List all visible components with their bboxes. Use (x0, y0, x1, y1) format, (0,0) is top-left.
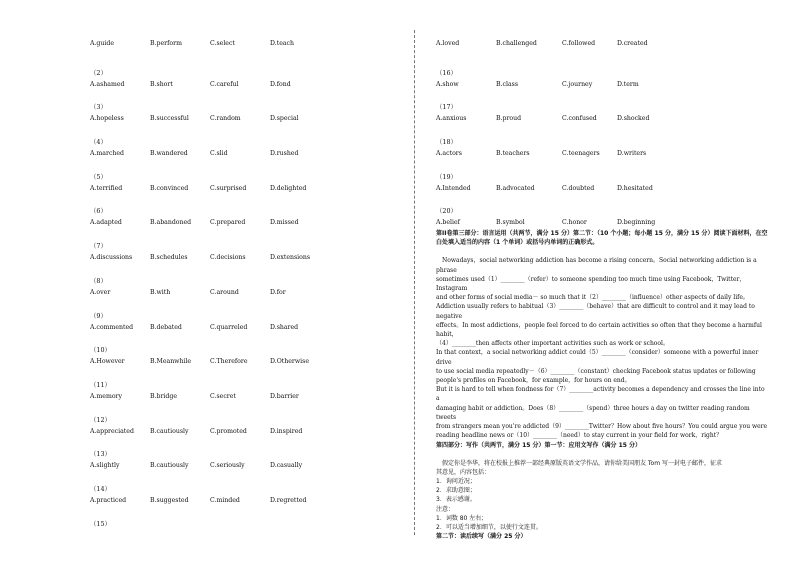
option-b: B.Meanwhile (150, 358, 192, 366)
question-block (436, 103, 770, 138)
option-b: B.symbol (496, 219, 525, 227)
writing-line: 注意： (436, 505, 455, 513)
option-b: B.schedules (150, 254, 188, 262)
option-d: D.hesitated (617, 184, 653, 192)
option-a: A.appreciated (90, 427, 134, 435)
passage-line: Addiction usually refers to habitual（3）________（behave）that are difficult to control and it may lead to negative (436, 303, 755, 320)
option-b: B.abandoned (150, 219, 192, 227)
option-c: C.honor (562, 219, 587, 227)
question-number: （10） (90, 346, 111, 355)
question-number: （11） (90, 380, 111, 389)
option-c: C.slid (210, 150, 228, 158)
writing-line: 其意见，内容包括： (436, 468, 491, 476)
option-b: B.convinced (150, 184, 189, 192)
option-b: B.bridge (150, 392, 177, 400)
writing-line: 3．表示感谢。 (436, 496, 476, 504)
question-block (90, 173, 390, 208)
question-block (90, 242, 390, 277)
question-block (436, 69, 770, 104)
passage-line: sometimes used（1）________（refer）to someone spending too much time using Facebook，Twitter，Instagram (436, 275, 746, 293)
option-c: C.random (210, 115, 241, 123)
option-b: B.cautiously (150, 462, 189, 470)
writing-line: 2．求助意图； (436, 487, 476, 495)
question-number: （14） (90, 484, 111, 493)
option-d: D.missed (270, 219, 299, 227)
question-block (90, 346, 390, 381)
writing-line: 假定你是李华，将在校报上推荐一部经典原版英语文学作品，请你给美国朋友 Tom 写一封电子邮件，征求 (442, 459, 722, 467)
section-heading: 第II卷第三部分：语言运用（共两节，满分 15 分）第二节：（10 个小题；每小题 15 分，满分 15 分）阅读下面材料，在空白处填入适当的内容（1 个单词）或括号内单词的正确形式。 (436, 230, 768, 247)
option-d: D.extensions (270, 254, 311, 262)
passage-line: （4）________then affects other important activities such as work or school。 (436, 340, 669, 348)
option-a: A.hopeless (90, 115, 124, 123)
question-number: （9） (90, 311, 107, 320)
option-c: C.teenagers (562, 150, 600, 158)
option-c: C.select (210, 40, 235, 47)
option-d: D.special (270, 115, 299, 123)
option-b: B.wandered (150, 150, 188, 158)
question-number: （4） (90, 138, 107, 147)
passage-line: and other forms of social media－ so much that it（2）________（influence）other aspects of daily life。 (436, 294, 749, 302)
option-b: B.proud (496, 115, 522, 123)
option-a: A.terrified (90, 184, 123, 192)
option-a: A.over (90, 288, 111, 296)
option-d: D.rushed (270, 150, 299, 158)
option-d: D.inspired (270, 427, 303, 435)
question-number: （2） (90, 68, 107, 77)
option-c: C.Therefore (210, 358, 248, 366)
question-block (90, 103, 390, 138)
option-a: A.slightly (90, 462, 120, 470)
writing-task (436, 459, 770, 533)
option-b: B.with (150, 288, 171, 296)
question-block (436, 138, 770, 173)
option-a: A.commented (90, 323, 134, 331)
option-d: D.created (617, 40, 648, 47)
option-a: A.belief (436, 219, 460, 227)
question-number: （6） (90, 207, 107, 216)
cloze-passage (436, 256, 770, 440)
question-block (90, 207, 390, 242)
option-c: C.confused (562, 115, 597, 123)
question-number: （18） (436, 138, 457, 147)
passage-line: reading headline news or（10）________（need）to stay current in your field for work，right？ (436, 432, 723, 440)
passage-line: effects。In most addictions，people feel forced to do certain activities so often that they become a harmful habit， (436, 321, 762, 339)
question-number: （13） (90, 450, 111, 459)
option-d: D.fond (270, 80, 291, 88)
passage-line: damaging habit or addiction。Does（8）________（spend）three hours a day on twitter reading random tweets (436, 404, 750, 421)
option-a: A.marched (90, 150, 125, 158)
option-b: B.successful (150, 115, 189, 123)
question-block (90, 277, 390, 312)
question-number: （5） (90, 172, 107, 181)
question-block (436, 173, 770, 208)
option-a: A.show (436, 80, 459, 88)
question-block (436, 207, 770, 229)
option-b: B.perform (150, 40, 182, 47)
option-d: D.Otherwise (270, 358, 309, 366)
writing-line: 2．可以适当增加细节，以使行文连贯。 (436, 523, 542, 531)
question-number: （12） (90, 415, 111, 424)
option-d: D.beginning (617, 219, 656, 227)
question-number: （19） (436, 172, 457, 181)
option-c: C.followed (562, 40, 596, 47)
option-a: A.ashamed (90, 80, 125, 88)
option-c: C.careful (210, 80, 239, 88)
option-d: D.shared (270, 323, 299, 331)
option-b: B.debated (150, 323, 182, 331)
option-d: D.delighted (270, 184, 307, 192)
question-block (90, 312, 390, 347)
option-d: D.casually (270, 462, 303, 470)
option-d: D.term (617, 80, 639, 88)
option-d: D.teach (270, 40, 294, 47)
question-block (90, 520, 390, 555)
question-number: （3） (90, 103, 107, 112)
option-d: D.for (270, 288, 286, 296)
question-number: （16） (436, 68, 457, 77)
option-a: A.memory (90, 392, 123, 400)
option-c: C.around (210, 288, 239, 296)
question-block (90, 69, 390, 104)
passage-line: from strangers mean you're addicted（9）________Twitter？How about five hours？You could argue you were (436, 423, 768, 431)
option-c: C.secret (210, 392, 236, 400)
option-d: D.barrier (270, 392, 299, 400)
option-a: A.practiced (90, 496, 127, 504)
option-c: C.prepared (210, 219, 246, 227)
option-b: B.advocated (496, 184, 535, 192)
passage-line: But it is hard to tell when fondness for（7）________activity becomes a dependency and crosses the line into a (436, 386, 765, 403)
spacer (436, 450, 770, 459)
option-c: C.decisions (210, 254, 246, 262)
question-number: （15） (90, 519, 111, 528)
question-number: （17） (436, 103, 457, 112)
passage-line: people's profiles on Facebook，for example，for hours on end。 (436, 377, 631, 385)
option-b: B.teachers (496, 150, 530, 158)
writing-line: 1．询问近况； (436, 477, 476, 485)
option-a: A.Intended (436, 184, 471, 192)
passage-line: Nowadays，social networking addiction has become a rising concern。Social networking addiction is a phrase (436, 257, 757, 274)
option-c: C.promoted (210, 427, 247, 435)
option-c: C.doubted (562, 184, 595, 192)
question-number: （20） (436, 207, 457, 216)
spacer (436, 247, 770, 256)
question-block (90, 450, 390, 485)
option-a: A.loved (436, 40, 460, 47)
option-c: C.quarreled (210, 323, 248, 331)
passage-line: In that context，a social networking addict could（5）________（consider）someone with a powerful inner drive (436, 349, 759, 366)
option-c: C.surprised (210, 184, 247, 192)
question-block (90, 34, 390, 69)
option-a: A.However (90, 358, 125, 366)
passage-line: to use social media repeatedly－（6）________（constant）checking Facebook status updates or following (436, 367, 756, 375)
option-c: C.minded (210, 496, 240, 504)
question-number: （7） (90, 242, 107, 251)
option-c: C.seriously (210, 462, 245, 470)
option-d: D.regretted (270, 496, 307, 504)
option-a: A.guide (90, 40, 114, 47)
question-block (436, 34, 770, 69)
section-heading: 第四部分：写作（共两节，满分 15 分）第一节：应用文写作（满分 15 分） (436, 441, 642, 449)
option-a: A.adapted (90, 219, 122, 227)
option-c: C.journey (562, 80, 593, 88)
option-b: B.suggested (150, 496, 189, 504)
option-a: A.discussions (90, 254, 133, 262)
question-block (90, 138, 390, 173)
option-b: B.short (150, 80, 173, 88)
option-b: B.challenged (496, 40, 537, 47)
option-a: A.actors (436, 150, 462, 158)
question-block (90, 381, 390, 416)
left-column (90, 34, 390, 554)
column-divider (414, 30, 415, 535)
right-column (436, 34, 770, 541)
question-number: （8） (90, 276, 107, 285)
question-block (90, 485, 390, 520)
option-d: D.writers (617, 150, 647, 158)
option-a: A.anxious (436, 115, 467, 123)
option-d: D.shocked (617, 115, 650, 123)
option-b: B.class (496, 80, 518, 88)
question-block (90, 416, 390, 451)
writing-line: 1．词数 80 左右； (436, 514, 488, 522)
section-heading: 第二节：读后续写（满分 25 分） (436, 533, 527, 541)
option-b: B.cautiously (150, 427, 189, 435)
